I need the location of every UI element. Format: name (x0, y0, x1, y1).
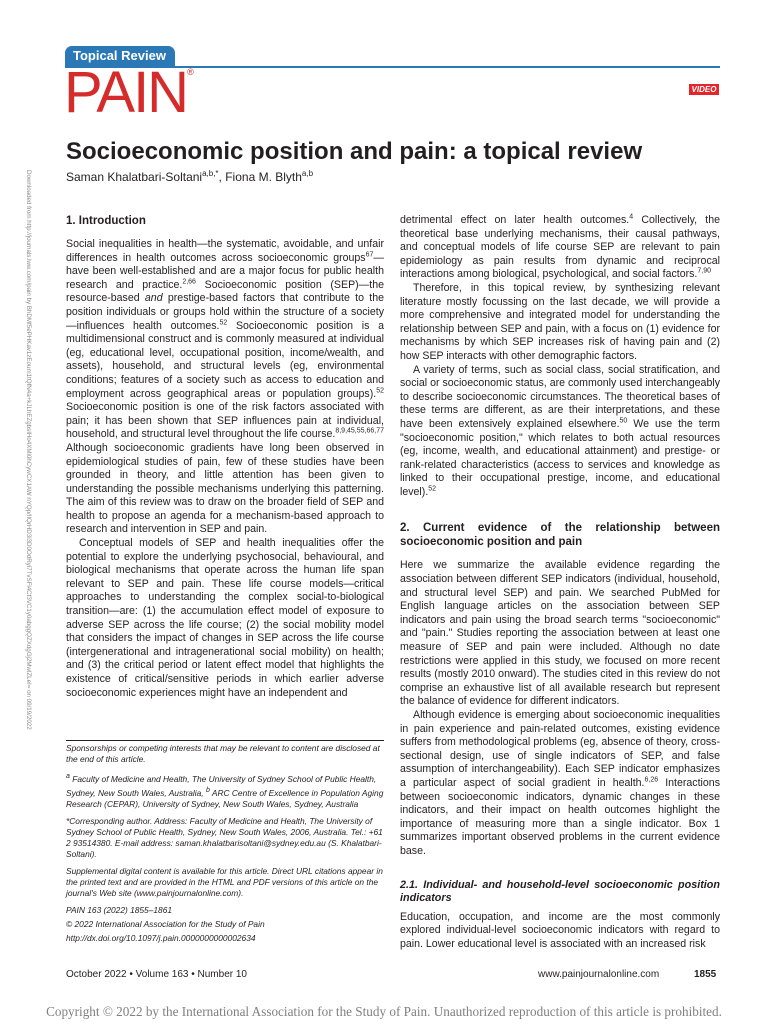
paragraph: Social inequalities in health—the systematic, avoidable, and unfair differences in health outcomes across socioeconomic groups$^{67}$—have been well-established and are a major focus for public health research and practice.$^{2,66}$ Socioeconomic position (SEP)—the resource-based and prestige-based factors that contribute to the position individuals or groups hold within the structure of a society—influences health outcomes.$^{52}$ Socioeconomic position is a multidimensional construct and is commonly measured at individual (eg, educational level, occupational position, income/wealth, and assets), household, and structural levels (eg, environmental conditions; features of a society such as access to education and employment across geographical areas or population groups).$^{52}$ Socioeconomic position is one of the risk factors associated with pain; it has been shown that SEP influences pain at individual, household, and structural level throughout the life course.$^{8,9,45,55,66,77}$ Although socioeconomic gradients have long been observed in epidemiological studies of pain, few of these studies have been grounded in theory, and little attention has been given to understanding the possible mechanisms underlying this patterning. The aim of this review was to draw on the broader field of SEP and health to propose an agenda for a mechanism-based approach to research and intervention in SEP and pain. (66, 238, 385, 536)
footnote-correspondence: *Corresponding author. Address: Faculty of Medicine and Health, The University of Sydney School of Public Health, Sydney, New South Wales, 2006, Australia. Tel.: +61 2 93514380. E-mail address: saman.khalatbarisoltani@sydney.edu.au (S. Khalatbari-Soltani). (66, 815, 383, 859)
paragraph: Conceptual models of SEP and health inequalities offer the potential to explore the underlying psychosocial, behavioural, and biological mechanisms that operate across the human life span relevant to SEP and pain. These life course models—critical approaches to understanding the complex social-to-biological transition—are: (1) the accumulation effect model of exposure to adverse SEP across the life course; (2) the social mobility model that considers the impact of changes in SEP across the life course (intergenerational and intragenerational social mobility) on health; and (3) the critical period or latent effect model that highlights the existence of critical/sensitive periods in which earlier adverse socioeconomic experiences might have an independent and (66, 537, 384, 699)
section-label: Topical Review (73, 48, 166, 63)
citation[interactable]: 50 (619, 417, 628, 425)
author-name: Fiona M. Blyth (225, 170, 302, 184)
footnote-affiliations: $^a$ Faculty of Medicine and Health, The University of Sydney School of Public Health, Sydney, New South Wales, Australia, $^b$ ARC Centre of Excellence in Population Aging Research (CEPAR), University of Sydney, New South Wales, Sydney, Australia (66, 773, 384, 809)
trademark-symbol: ® (187, 67, 194, 77)
paragraph: A variety of terms, such as social class, social stratification, and social or socioeconomic status, are commonly used interchangeably to describe socioeconomic circumstances. The theoretical bases of these terms are different, as are their interpretations, and these have been extensively explained elsewhere.$^{50}$ We use the term "socioeconomic position," which relates to both actual resources (eg, income, wealth, and educational attainment) and prestige- or rank-related characteristics (access to services and knowledge as linked to their occupational prestige, income, and educational level).$^{52}$ (400, 363, 720, 498)
subsection-heading: 2.1. Individual- and household-level socioeconomic position indicators (400, 878, 720, 904)
footnote-disclosure: Sponsorships or competing interests that may be relevant to content are disclosed at the end of this article. (66, 743, 380, 764)
download-watermark-text: Downloaded from http://journals.lww.com/pain by BhDMf5ePHKav1zEoum1tQfN4a+kJLhEZgbsIHo4XMi0hCywCX1AW nYQp/IlQrHD3i3D0OdRyi7TvSFl4Cf3VC1y0abggQZXdgGj2MwlZLeI= on 09/19/2022 (25, 170, 32, 730)
journal-name: PAIN (64, 60, 188, 125)
paragraph: Although evidence is emerging about socioeconomic inequalities in pain experience and pain-related outcomes, existing evidence suffers from methodological problems (eg, absence of theory, cross-sectional design, use of single indicators of SEP, and false assumption of interchangeability). Each SEP indicator emphasizes a particular aspect of social gradient in health.$^{6,26}$ Interactions between socioeconomic indicators, dynamic changes in these indicators, and their impact on health outcomes highlight the importance of measuring more than a single indicator. Box 1 summarizes important observed problems in the current evidence base. (400, 709, 720, 857)
journal-logo (64, 60, 194, 125)
author-name: Saman Khalatbari-Soltani (66, 170, 203, 184)
paragraph: Education, occupation, and income are the most commonly explored individual-level socioeconomic indicators with regard to pain. Lower educational level is associated with an increased risk (400, 910, 720, 950)
author-separator: , (218, 170, 226, 184)
footnote-supplemental: Supplemental digital content is available for this article. Direct URL citations appear in the printed text and are provided in the HTML and PDF versions of this article on the journal's Web site (www.painjournalonline.com). (66, 865, 383, 898)
section-heading: 2. Current evidence of the relationship between socioeconomic position and pain (400, 522, 720, 549)
video-badge[interactable]: VIDEO (689, 84, 719, 95)
paragraph: Here we summarize the available evidence regarding the association between different SEP indicators (individual, household, and structural level SEP) and pain. We searched PubMed for English language articles on the association between SEP indicators and pain using the broad search terms "socioeconomic" and "pain." Studies reporting the association between at least one measure of SEP and pain were included. Although no date restrictions were applied in this study, we focused on more recent results (mostly 2010 onward). The studies cited in this review do not comprise an exhaustive list of all available research but represent the balance of evidence for different indicators. (400, 559, 720, 708)
author-affiliation: a,b (301, 169, 314, 178)
page-number: 1855 (694, 969, 717, 980)
left-column (66, 214, 384, 700)
paragraph: detrimental effect on later health outcomes.$^4$ Collectively, the theoretical base underlying mechanisms, their causal pathways, and conceptual models of life course SEP are relevant to pain epidemiology as pain results from dynamic and reciprocal interactions among biological, psychological, and social factors.$^{7,90}$ (400, 213, 720, 281)
citation-line: PAIN 163 (2022) 1855–1861 (66, 904, 173, 915)
citation[interactable]: 52 (219, 319, 228, 327)
copyright-watermark: Copyright © 2022 by the International Association for the Study of Pain. Unauthorized reproduction of this article is prohibited. (46, 1004, 722, 1019)
section-heading: 1. Introduction (66, 215, 146, 227)
download-watermark (10, 170, 35, 730)
paragraph: Therefore, in this topical review, by synthesizing relevant literature mostly focussing on the last decade, we will provide a more comprehensive and integrated model for understanding the relationship between SEP and pain, with a focus on (1) evidence for mechanisms by which SEP increases risk of having pain and (2) how SEP interacts with other demographic factors. (400, 281, 720, 362)
citation[interactable]: 6,26 (644, 776, 659, 784)
issue-info: October 2022 • Volume 163 • Number 10 (66, 969, 247, 980)
author-list (66, 169, 313, 184)
citation[interactable]: 67 (365, 251, 374, 259)
right-column (400, 214, 720, 951)
citation[interactable]: 52 (428, 485, 437, 493)
doi-link[interactable]: http://dx.doi.org/10.1097/j.pain.0000000000002634 (66, 932, 256, 943)
article-title: Socioeconomic position and pain: a topical review (66, 138, 643, 165)
citation[interactable]: 52 (376, 387, 384, 394)
corresponding-mark: * (215, 169, 219, 178)
citation[interactable]: 4 (629, 213, 634, 221)
citation[interactable]: 8,9,45,55,66,77 (335, 427, 384, 435)
journal-site[interactable]: www.painjournalonline.com (538, 969, 660, 980)
citation[interactable]: 7,90 (697, 267, 712, 275)
author-affiliation: a,b, (202, 169, 216, 178)
copyright-line: © 2022 International Association for the Study of Pain (66, 918, 265, 929)
citation[interactable]: 2,66 (182, 278, 196, 286)
footnotes (66, 740, 384, 950)
